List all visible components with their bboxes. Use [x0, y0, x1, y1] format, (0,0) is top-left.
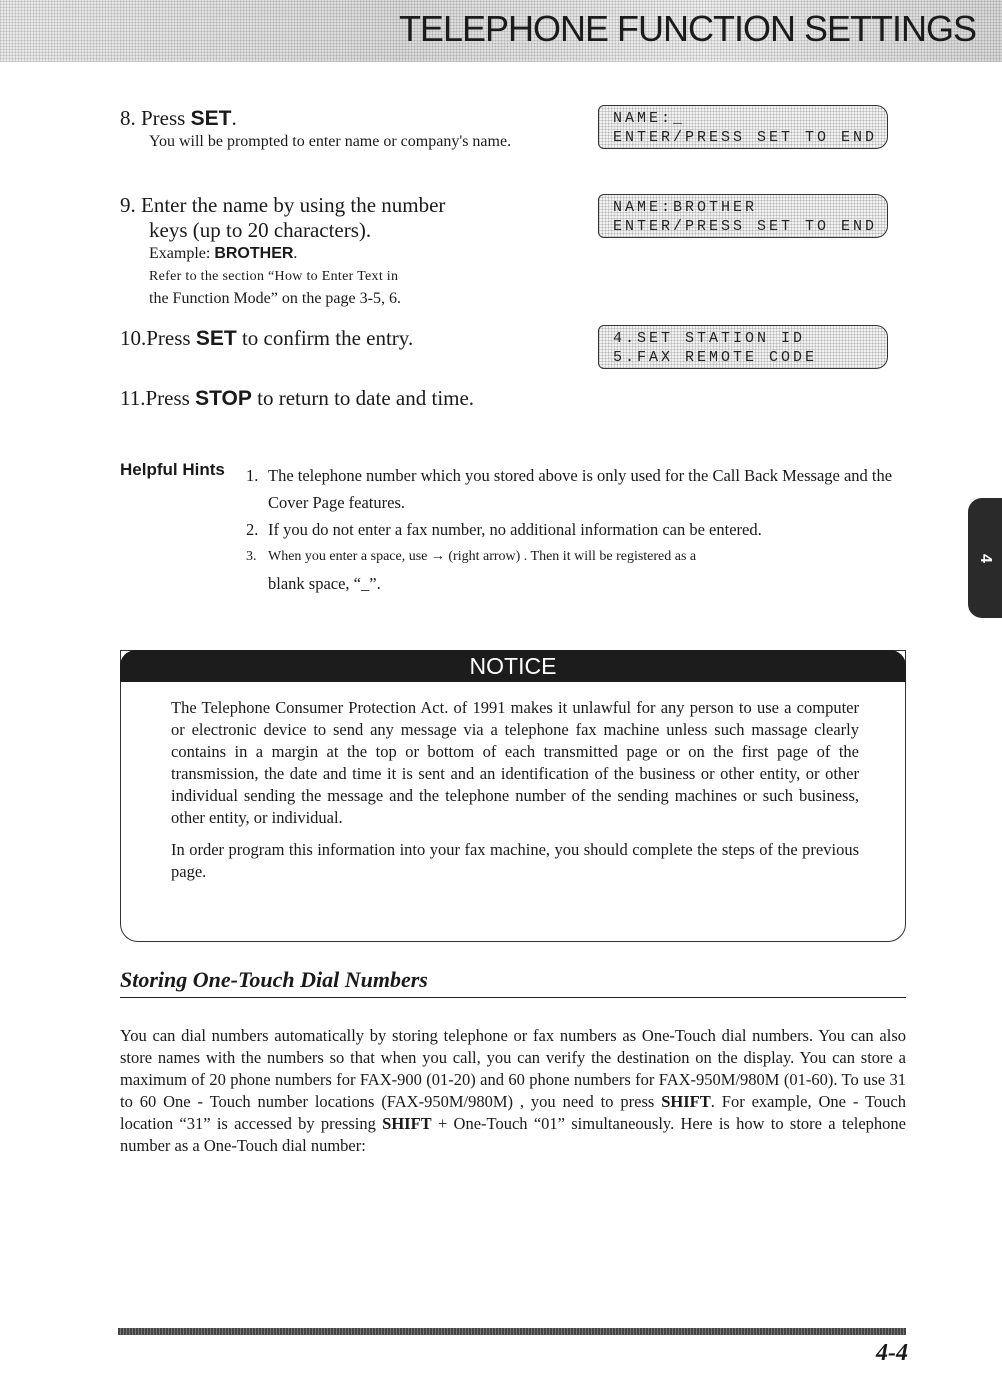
notice-paragraph-1: The Telephone Consumer Protection Act. of 1991 makes it unlawful for any person to use a computer or electronic device to send any message via a telephone fax machine unless such massage clearly contains in a margin at the top or bottom of each transmitted page or on the first page of the transmission, the date and time it is sent and an identification of the business or other entity, or other individual sending the message and the telephone number of the sending machines or such business, other entity, or individual.	[171, 698, 859, 827]
notice-box	[120, 650, 906, 942]
notice-title: NOTICE	[120, 650, 906, 682]
step-8	[120, 106, 520, 153]
step-9-reference: Refer to the section “How to Enter Text in the Function Mode” on the page 3-5, 6.	[149, 269, 401, 307]
shift-key: SHIFT	[661, 1092, 711, 1111]
step-8-title: 8. Press SET.	[120, 106, 237, 130]
set-key: SET	[195, 327, 237, 350]
section-title: Storing One-Touch Dial Numbers	[120, 967, 906, 998]
helpful-hints-label: Helpful Hints	[120, 460, 225, 479]
footer-rule	[118, 1328, 906, 1335]
page-number: 4-4	[876, 1340, 908, 1366]
stop-key: STOP	[195, 387, 252, 410]
step-9-title: 9. Enter the name by using the number keys (up to 20 characters).	[120, 193, 446, 242]
lcd-line-1: NAME:_	[613, 110, 686, 127]
lcd-line-1: 4.SET STATION ID	[613, 330, 806, 347]
lcd-display-name-prompt	[598, 105, 888, 149]
step-9	[120, 193, 520, 310]
lcd-line-2: ENTER/PRESS SET TO END	[613, 218, 878, 235]
step-8-body: You will be prompted to enter name or company's name.	[149, 133, 512, 150]
page-title: TELEPHONE FUNCTION SETTINGS	[398, 8, 976, 49]
notice-body	[171, 697, 859, 893]
section-body: You can dial numbers automatically by storing telephone or fax numbers as One-Touch dial numbers. You can also store names with the numbers so that when you call, you can verify the destination on the display. You can store a maximum of 20 phone numbers for FAX-900 (01-20) and 60 phone numbers for FAX-950M/980M (01-60). To use 31 to 60 One - Touch number locations (FAX-950M/980M) , you need to press SHIFT. For example, One - Touch location “31” is accessed by pressing SHIFT + One-Touch “01” simultaneously. Here is how to store a telephone number as a One-Touch dial number:	[120, 1026, 906, 1155]
step-9-example: Example: BROTHER.	[149, 245, 298, 262]
lcd-line-2: 5.FAX REMOTE CODE	[613, 349, 818, 366]
list-item-continuation: blank space, “_”.	[268, 574, 381, 593]
step-10	[120, 326, 520, 351]
set-key: SET	[190, 107, 232, 130]
step-10-title: 10.Press SET to confirm the entry.	[120, 326, 414, 350]
list-item: 2. If you do not enter a fax number, no additional information can be entered.	[246, 520, 762, 539]
list-item: 3. When you enter a space, use → (right arrow) . Then it will be registered as a	[246, 549, 697, 564]
list-item: 1. The telephone number which you stored above is only used for the Call Back Message and the Cover Page features.	[246, 466, 893, 512]
shift-key: SHIFT	[382, 1114, 432, 1133]
chapter-tab: 4	[968, 498, 1002, 618]
step-11	[120, 386, 520, 411]
step-11-title: 11.Press STOP to return to date and time.	[120, 386, 475, 410]
lcd-display-menu	[598, 325, 888, 369]
lcd-line-1: NAME:BROTHER	[613, 199, 758, 216]
lcd-line-2: ENTER/PRESS SET TO END	[613, 129, 878, 146]
notice-paragraph-2: In order program this information into your fax machine, you should complete the steps of the previous page.	[171, 840, 859, 881]
header-band	[0, 0, 1002, 62]
lcd-display-name-entered	[598, 194, 888, 238]
helpful-hints-list	[246, 462, 916, 597]
